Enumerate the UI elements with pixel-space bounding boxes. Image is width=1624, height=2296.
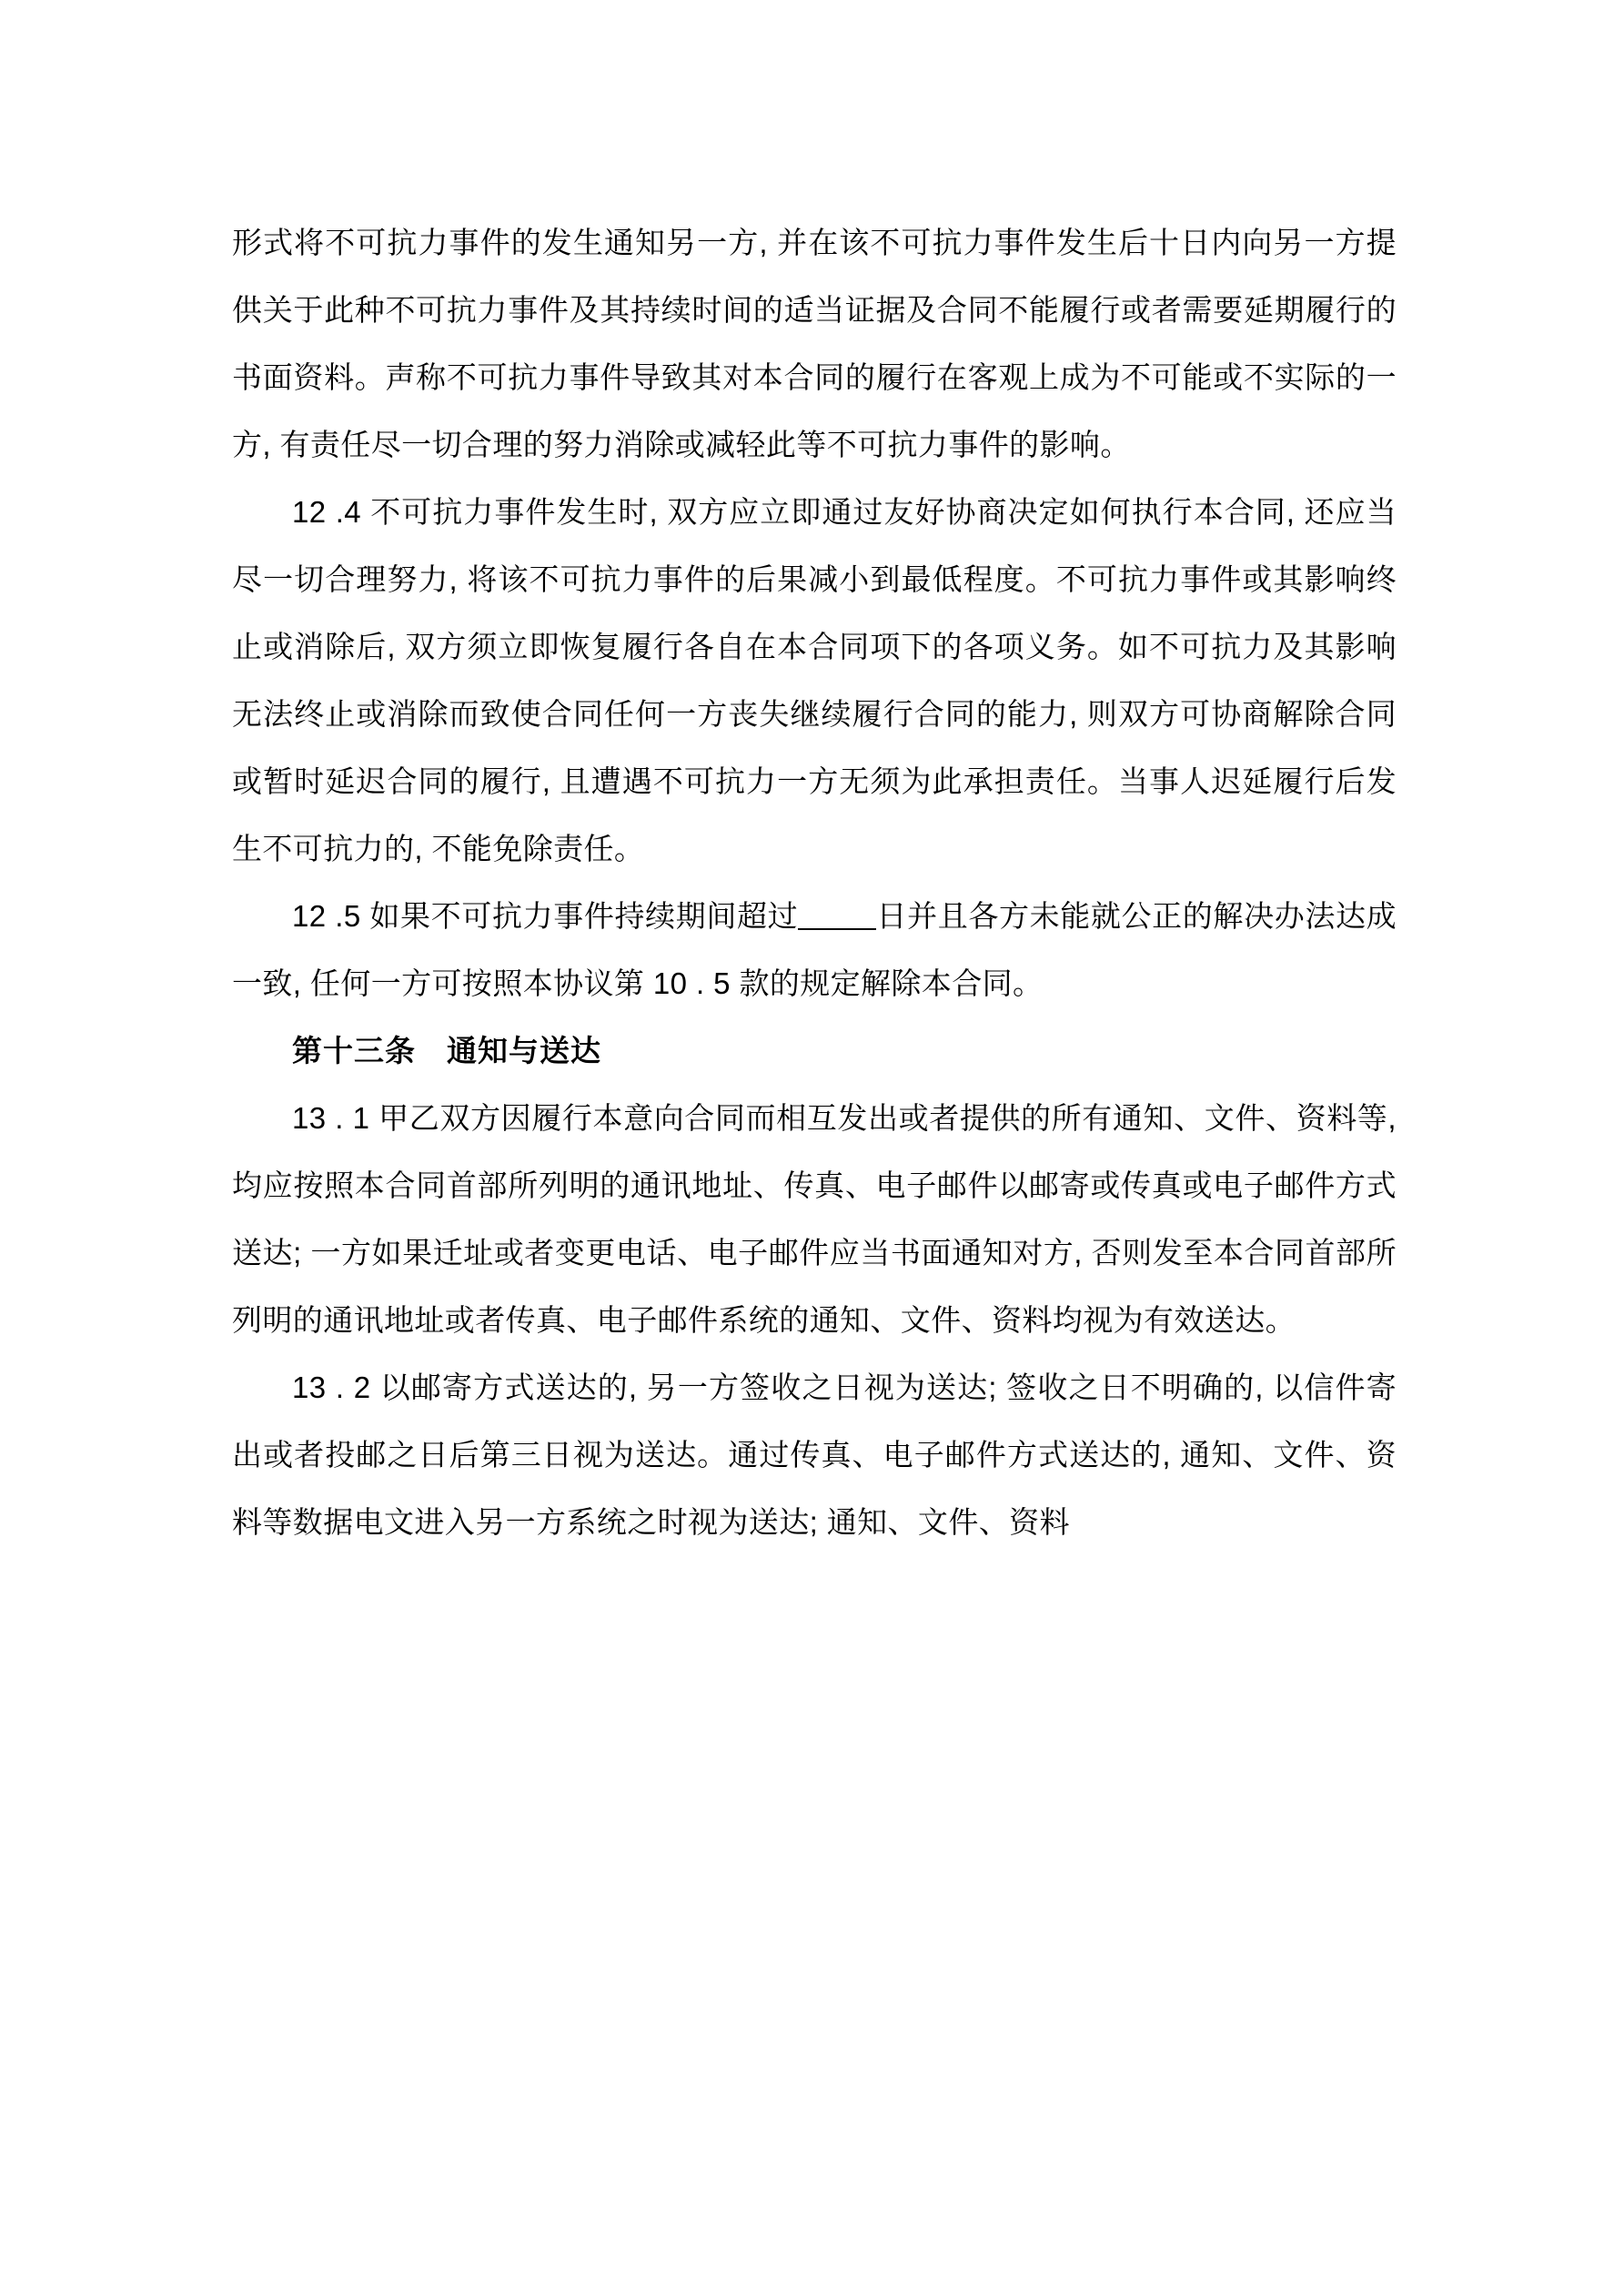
paragraph-12-3-continued: 形式将不可抗力事件的发生通知另一方, 并在该不可抗力事件发生后十日内向另一方提供关于此种不可抗力事件及其持续时间的适当证据及合同不能履行或者需要延期履行的书面资料。声称不可抗力事件导致其对本合同的履行在客观上成为不可能或不实际的一方, 有责任尽一切合理的努力消除或减轻此等不可抗力事件的影响。 xyxy=(232,226,1397,461)
paragraph-13-1: 13 . 1 甲乙双方因履行本意向合同而相互发出或者提供的所有通知、文件、资料等, 均应按照本合同首部所列明的通讯地址、传真、电子邮件以邮寄或传真或电子邮件方式送达; 一方如果迁址或者变更电话、电子邮件应当书面通知对方, 否则发至本合同首部所列明的通讯地址或者传真、电子邮件系统的通知、文件、资料均视为有效送达。 xyxy=(232,1101,1397,1337)
paragraph-12-5-text-before-blank: 12 .5 如果不可抗力事件持续期间超过 xyxy=(292,899,799,933)
paragraph-12-5-text-after-blank: 日并且各方未能就公正的解决办法达成一致, 任何一方可按照本协议第 10 . 5 款的规定解除本合同。 xyxy=(232,899,1397,1000)
paragraph-12-5 xyxy=(232,883,1397,1017)
fill-in-blank xyxy=(798,928,876,930)
document-body xyxy=(232,209,1397,1556)
paragraph-12-4: 12 .4 不可抗力事件发生时, 双方应立即通过友好协商决定如何执行本合同, 还应当尽一切合理努力, 将该不可抗力事件的后果减小到最低程度。不可抗力事件或其影响终止或消除后, 双方须立即恢复履行各自在本合同项下的各项义务。如不可抗力及其影响无法终止或消除而致使合同任何一方丧失继续履行合同的能力, 则双方可协商解除合同或暂时延迟合同的履行, 且遭遇不可抗力一方无须为此承担责任。当事人迟延履行后发生不可抗力的, 不能免除责任。 xyxy=(232,495,1397,865)
section-heading-13: 第十三条 通知与送达 xyxy=(292,1034,601,1067)
paragraph-13-2: 13 . 2 以邮寄方式送达的, 另一方签收之日视为送达; 签收之日不明确的, 以信件寄出或者投邮之日后第三日视为送达。通过传真、电子邮件方式送达的, 通知、文件、资料等数据电文进入另一方系统之时视为送达; 通知、文件、资料 xyxy=(232,1371,1397,1539)
